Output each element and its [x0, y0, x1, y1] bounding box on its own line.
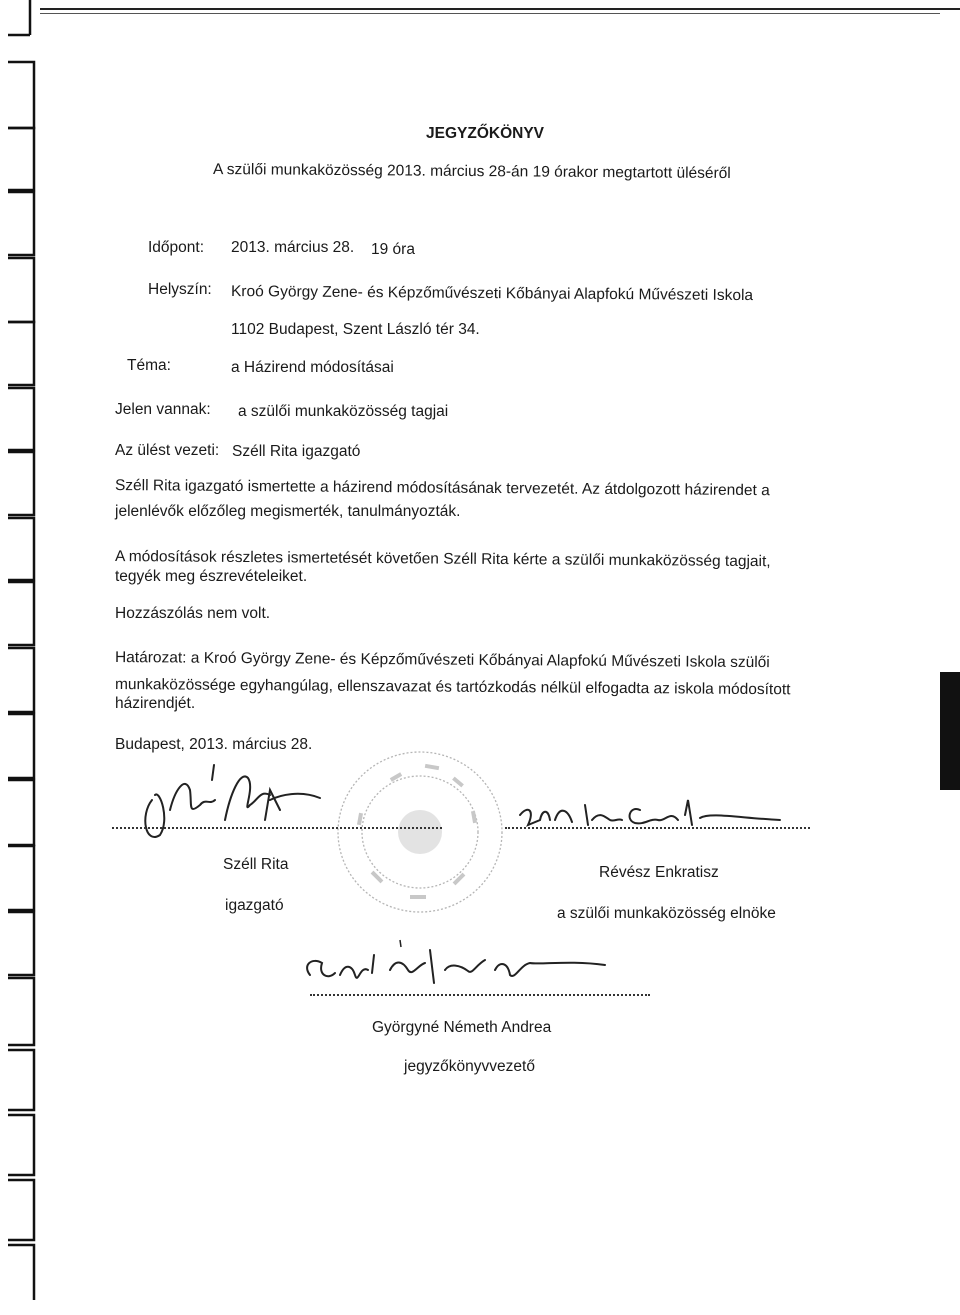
bottom-signatory-role: jegyzőkönyvvezető: [404, 1058, 535, 1075]
signature-line-right: [505, 827, 810, 829]
place-line-2: 1102 Budapest, Szent László tér 34.: [231, 321, 480, 338]
paragraph-2-line-2: tegyék meg észrevételeiket.: [115, 568, 308, 585]
present-value: a szülői munkaközösség tagjai: [238, 403, 449, 420]
topic-label: Téma:: [127, 357, 171, 374]
place-label: Helyszín:: [148, 281, 212, 298]
signature-right: [510, 790, 790, 840]
present-label: Jelen vannak:: [115, 401, 211, 418]
right-signatory-name: Révész Enkratisz: [599, 864, 719, 881]
paragraph-3: Hozzászólás nem volt.: [115, 605, 271, 622]
bottom-signatory-name: Györgyné Németh Andrea: [372, 1019, 552, 1036]
signature-left: [130, 760, 330, 850]
document-title: JEGYZŐKÖNYV: [426, 125, 544, 142]
time-date: 2013. március 28.: [231, 239, 355, 256]
signature-line-left: [112, 827, 442, 829]
chair-label: Az ülést vezeti:: [115, 442, 220, 459]
scan-edge-mark: [940, 672, 960, 790]
resolution-line-1: Határozat: a Kroó György Zene- és Képzőművészeti Kőbányai Alapfokú Művészeti Iskola szülői: [114, 649, 770, 672]
paragraph-1-line-1: Széll Rita igazgató ismertette a házirend módosításának tervezetét. Az átdolgozott házirendet a: [114, 477, 770, 500]
time-label: Időpont:: [148, 239, 205, 256]
paragraph-2-line-1: A módosítások részletes ismertetését követően Széll Rita kérte a szülői munkaközösség tagjait,: [114, 548, 771, 571]
scan-top-line: [40, 8, 960, 10]
place-line-1: Kroó György Zene- és Képzőművészeti Kőbányai Alapfokú Művészeti Iskola: [230, 283, 754, 305]
signature-line-bottom: [310, 994, 650, 996]
binder-edge: [0, 0, 40, 1315]
resolution-line-2: munkaközössége egyhangúlag, ellenszavazat és tartózkodás nélkül elfogadta az iskola módosított: [114, 676, 791, 699]
document-subtitle: A szülői munkaközösség 2013. március 28-án 19 órakor megtartott üléséről: [212, 161, 731, 183]
left-signatory-name: Széll Rita: [223, 856, 289, 873]
time-hour: 19 óra: [371, 241, 415, 258]
official-stamp: [330, 745, 510, 920]
place-date: Budapest, 2013. március 28.: [115, 736, 313, 753]
scan-top-line-2: [40, 13, 940, 14]
right-signatory-role: a szülői munkaközösség elnöke: [557, 905, 776, 922]
paragraph-1-line-2: jelenlévők előzőleg megismerték, tanulmányozták.: [115, 503, 461, 520]
chair-value: Széll Rita igazgató: [232, 443, 361, 460]
left-signatory-role: igazgató: [225, 897, 284, 914]
resolution-line-3: házirendjét.: [115, 695, 196, 712]
topic-value: a Házirend módosításai: [231, 359, 394, 376]
signature-bottom: [300, 935, 630, 1000]
